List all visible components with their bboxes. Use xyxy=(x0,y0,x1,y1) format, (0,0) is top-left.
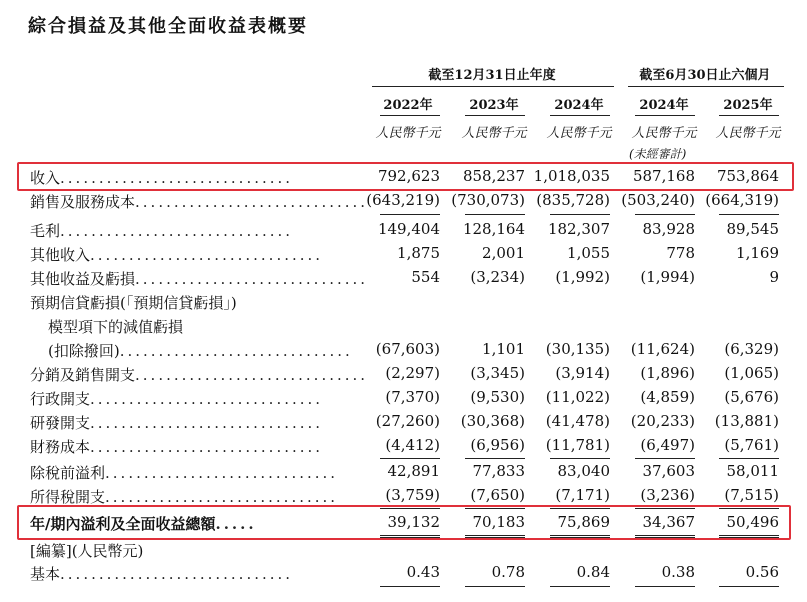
row-label: 預期信貸虧損(「預期信貸虧損」) xyxy=(30,294,237,312)
row-label: [編纂](人民幣元) xyxy=(30,542,144,560)
year-header-2023: 2023年 xyxy=(469,98,519,113)
subtotal-rule xyxy=(635,458,695,459)
cell-value: 70,183 xyxy=(472,513,525,531)
cell-value: 1,875 xyxy=(397,244,440,262)
table-row-ecl-heading xyxy=(0,292,807,314)
cell-value: 0.43 xyxy=(406,563,440,581)
cell-value: 1,101 xyxy=(482,340,525,358)
cell-value: 37,603 xyxy=(642,462,695,480)
cell-value: 50,496 xyxy=(726,513,779,531)
highlight-box-total-income xyxy=(17,505,791,540)
cell-value: 1,169 xyxy=(736,244,779,262)
cell-value: (13,881) xyxy=(714,412,779,430)
table-row-finance-costs xyxy=(0,436,807,458)
row-label: 除稅前溢利.............................. xyxy=(30,464,339,482)
row-label: 其他收益及虧損.............................. xyxy=(30,270,369,288)
table-row-rnd-expenses xyxy=(0,412,807,434)
cell-value: (3,345) xyxy=(470,364,525,382)
year-underline xyxy=(465,115,525,116)
cell-value: (41,478) xyxy=(545,412,610,430)
cell-value: (27,260) xyxy=(375,412,440,430)
row-label: 年/期內溢利及全面收益總額..... xyxy=(30,515,257,533)
cell-value: (835,728) xyxy=(536,191,610,209)
cell-value: (11,022) xyxy=(545,388,610,406)
cell-value: (3,236) xyxy=(640,486,695,504)
group-header-interim: 截至6月30日止六個月 xyxy=(639,68,771,83)
subtotal-rule xyxy=(380,458,440,459)
cell-value: (20,233) xyxy=(630,412,695,430)
cell-value: (6,497) xyxy=(640,436,695,454)
cell-value: (7,370) xyxy=(385,388,440,406)
unit-label: 人民幣千元 xyxy=(715,126,781,141)
subtotal-rule xyxy=(550,458,610,459)
table-row-impairment-net xyxy=(0,340,807,362)
page-title: 綜合損益及其他全面收益表概要 xyxy=(28,16,308,37)
unit-label: 人民幣千元 xyxy=(546,126,612,141)
row-label: 分銷及銷售開支.............................. xyxy=(30,366,369,384)
group-underline-annual xyxy=(372,86,614,87)
cell-value: (1,065) xyxy=(724,364,779,382)
table-row-profit-before-tax xyxy=(0,462,807,484)
row-label: 行政開支.............................. xyxy=(30,390,324,408)
cell-value: (643,219) xyxy=(366,191,440,209)
cell-value: 83,928 xyxy=(642,220,695,238)
cell-value: (503,240) xyxy=(621,191,695,209)
year-underline xyxy=(719,115,779,116)
cell-value: (4,412) xyxy=(385,436,440,454)
cell-value: 77,833 xyxy=(472,462,525,480)
cell-value: 75,869 xyxy=(557,513,610,531)
subtotal-rule xyxy=(380,214,440,215)
cell-value: 753,864 xyxy=(716,167,779,185)
subtotal-rule xyxy=(719,214,779,215)
unit-label: 人民幣千元 xyxy=(375,126,441,141)
cell-value: (30,135) xyxy=(545,340,610,358)
unaudited-note: (未經審計) xyxy=(629,147,687,161)
cell-value: 554 xyxy=(411,268,440,286)
total-rule xyxy=(719,586,779,587)
cell-value: 9 xyxy=(769,268,779,286)
cell-value: 83,040 xyxy=(557,462,610,480)
cell-value: (3,914) xyxy=(555,364,610,382)
cell-value: 34,367 xyxy=(642,513,695,531)
subtotal-rule xyxy=(550,214,610,215)
year-underline xyxy=(550,115,610,116)
cell-value: 0.84 xyxy=(576,563,610,581)
cell-value: 42,891 xyxy=(387,462,440,480)
table-row-other-income xyxy=(0,244,807,266)
cell-value: (5,676) xyxy=(724,388,779,406)
row-label: 基本.............................. xyxy=(30,565,294,583)
highlight-box-revenue xyxy=(17,162,794,191)
cell-value: (7,515) xyxy=(724,486,779,504)
cell-value: (67,603) xyxy=(375,340,440,358)
table-row-gross-profit xyxy=(0,220,807,242)
year-underline xyxy=(380,115,440,116)
cell-value: 1,018,035 xyxy=(533,167,610,185)
cell-value: (730,073) xyxy=(451,191,525,209)
cell-value: 182,307 xyxy=(547,220,610,238)
cell-value: (6,956) xyxy=(470,436,525,454)
cell-value: (1,992) xyxy=(555,268,610,286)
cell-value: 792,623 xyxy=(377,167,440,185)
cell-value: (664,319) xyxy=(705,191,779,209)
row-label: 其他收入.............................. xyxy=(30,246,324,264)
cell-value: (3,759) xyxy=(385,486,440,504)
group-underline-interim xyxy=(628,86,784,87)
table-row-distribution-expenses xyxy=(0,364,807,386)
cell-value: 39,132 xyxy=(387,513,440,531)
year-header-2022: 2022年 xyxy=(383,98,433,113)
table-row-other-gains-losses xyxy=(0,268,807,290)
cell-value: 858,237 xyxy=(462,167,525,185)
unit-label: 人民幣千元 xyxy=(461,126,527,141)
row-label: 所得稅開支.............................. xyxy=(30,488,339,506)
cell-value: 587,168 xyxy=(632,167,695,185)
table-row-ecl-heading-cont xyxy=(0,316,807,338)
subtotal-rule xyxy=(719,458,779,459)
cell-value: 0.38 xyxy=(661,563,695,581)
total-rule xyxy=(635,586,695,587)
unit-label: 人民幣千元 xyxy=(631,126,697,141)
subtotal-rule xyxy=(465,458,525,459)
row-label: 收入.............................. xyxy=(30,169,294,187)
table-row-eps-heading xyxy=(0,540,807,562)
cell-value: 0.56 xyxy=(745,563,779,581)
table-row-basic xyxy=(0,563,807,585)
row-label: 毛利.............................. xyxy=(30,222,294,240)
subtotal-rule xyxy=(635,214,695,215)
year-header-2024-interim: 2024年 xyxy=(639,98,689,113)
cell-value: 778 xyxy=(666,244,695,262)
cell-value: (11,781) xyxy=(545,436,610,454)
year-header-2025-interim: 2025年 xyxy=(723,98,773,113)
row-label: 財務成本.............................. xyxy=(30,438,324,456)
table-row-admin-expenses xyxy=(0,388,807,410)
cell-value: (7,171) xyxy=(555,486,610,504)
row-label: (扣除撥回).............................. xyxy=(48,342,353,360)
group-header-annual: 截至12月31日止年度 xyxy=(428,68,556,83)
cell-value: 128,164 xyxy=(462,220,525,238)
cell-value: (11,624) xyxy=(630,340,695,358)
cell-value: (2,297) xyxy=(385,364,440,382)
total-rule xyxy=(465,586,525,587)
cell-value: (7,650) xyxy=(470,486,525,504)
row-label: 研發開支.............................. xyxy=(30,414,324,432)
cell-value: 149,404 xyxy=(377,220,440,238)
row-label: 模型項下的減值虧損 xyxy=(48,318,184,336)
year-underline xyxy=(635,115,695,116)
cell-value: 1,055 xyxy=(567,244,610,262)
cell-value: (4,859) xyxy=(640,388,695,406)
total-rule xyxy=(550,586,610,587)
year-header-2024: 2024年 xyxy=(554,98,604,113)
table-row-cost-of-sales xyxy=(0,191,807,213)
cell-value: 89,545 xyxy=(726,220,779,238)
subtotal-rule xyxy=(465,214,525,215)
cell-value: (3,234) xyxy=(470,268,525,286)
cell-value: (5,761) xyxy=(724,436,779,454)
row-label: 銷售及服務成本.............................. xyxy=(30,193,369,211)
cell-value: (30,368) xyxy=(460,412,525,430)
cell-value: 0.78 xyxy=(491,563,525,581)
total-rule xyxy=(380,586,440,587)
cell-value: (1,994) xyxy=(640,268,695,286)
cell-value: (9,530) xyxy=(470,388,525,406)
cell-value: 2,001 xyxy=(482,244,525,262)
cell-value: 58,011 xyxy=(726,462,779,480)
cell-value: (1,896) xyxy=(640,364,695,382)
cell-value: (6,329) xyxy=(724,340,779,358)
